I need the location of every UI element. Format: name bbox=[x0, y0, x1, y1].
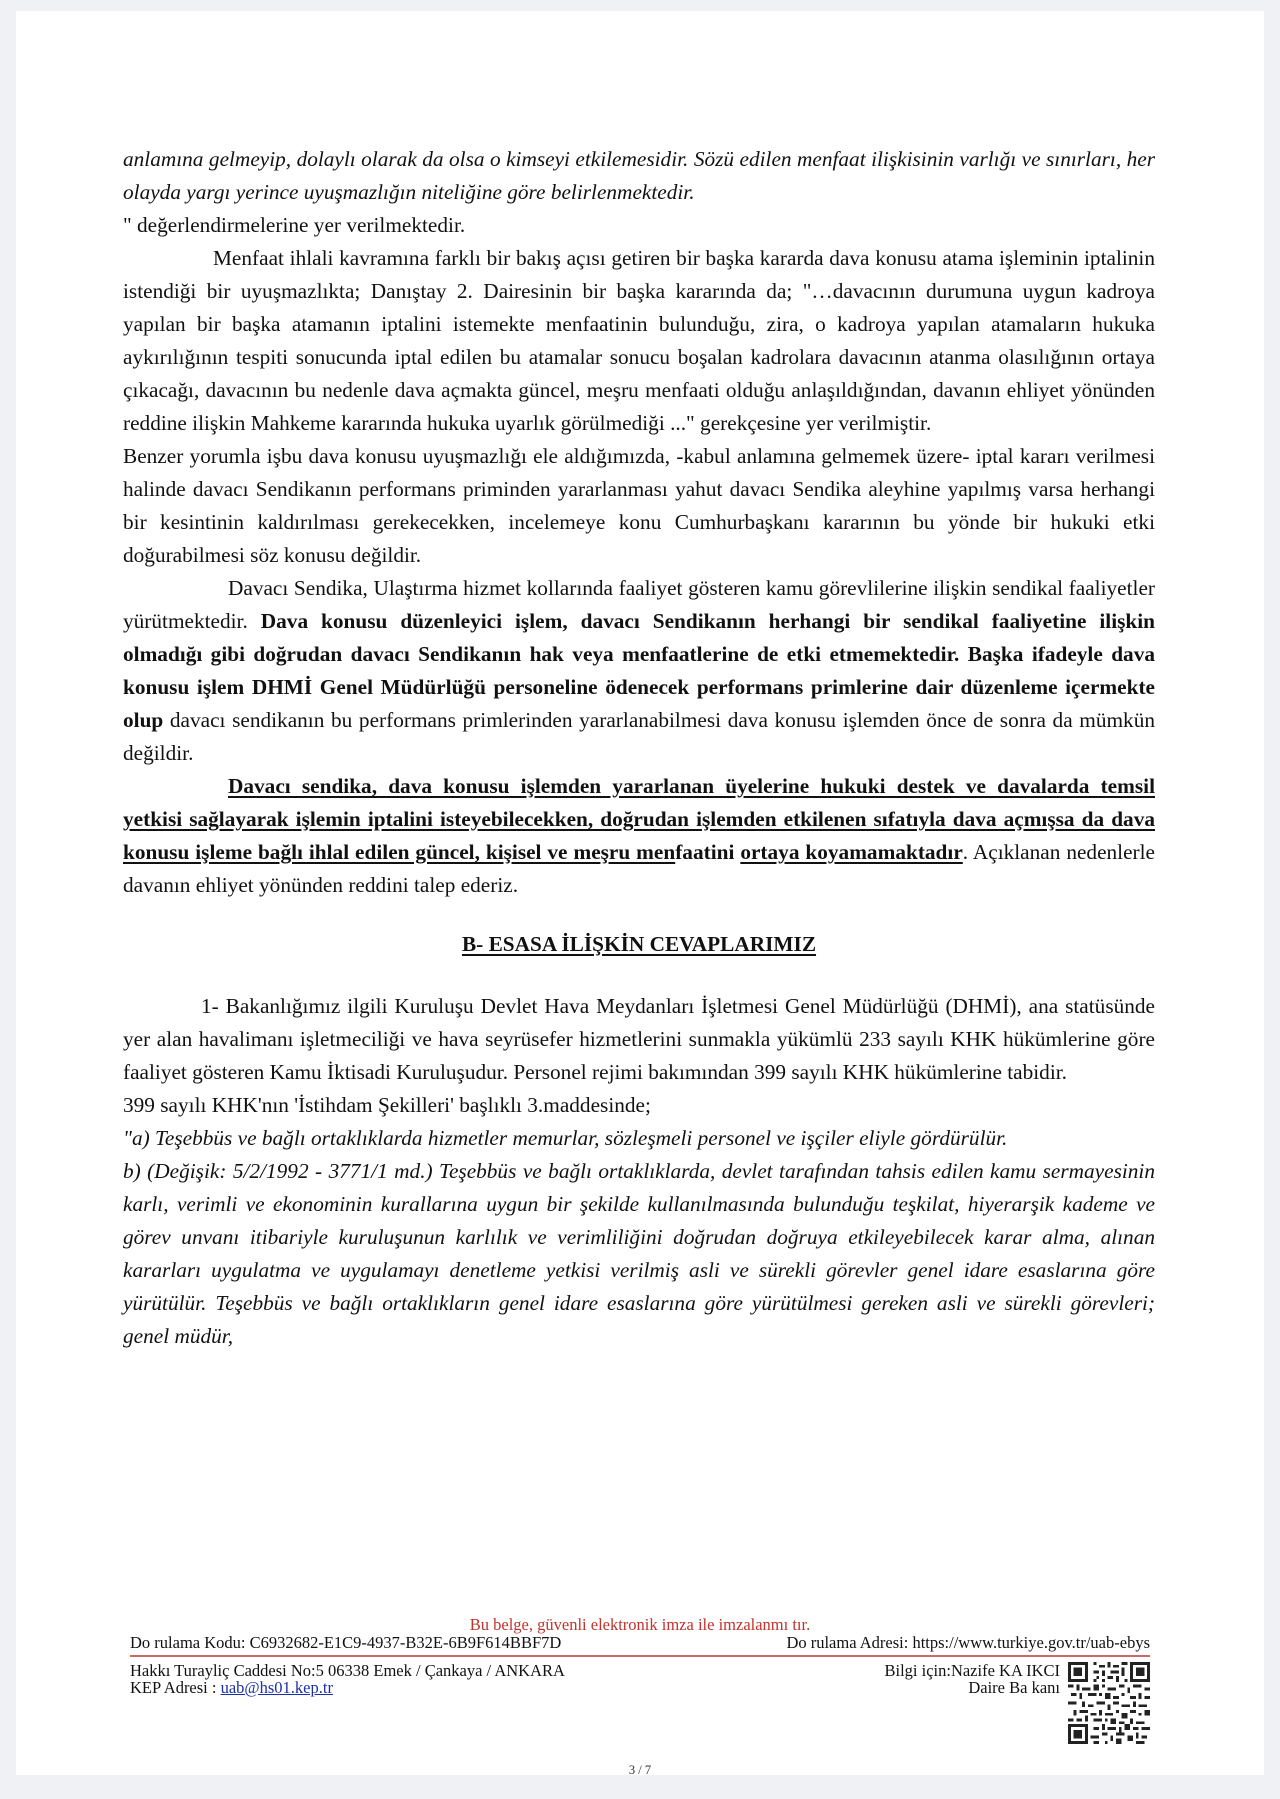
footer-divider bbox=[130, 1655, 1150, 1657]
paragraph-6: 1- Bakanlığımız ilgili Kuruluşu Devlet Hava Meydanları İşletmesi Genel Müdürlüğü (DHMİ), ana statüsünde yer alan havalimanı işletmeciliği ve hava seyrüsefer hizmetlerini sunmakla yükümlü 233 sayılı KHK hükümlerine göre faaliyet gösteren Kamu İktisadi Kuruluşudur. Personel rejimi bakımından 399 sayılı KHK hükümlerine tabidir. bbox=[123, 994, 1155, 1084]
page-indicator: 3 / 7 bbox=[628, 1763, 652, 1777]
contact-title: Daire Ba kanı bbox=[968, 1678, 1060, 1697]
paragraph-4-bold: Dava konusu düzenleyici işlem, davacı Sendikanın herhangi bir sendikal faaliyetine ilişkin olmadığı gibi doğrudan davacı Sendikanın hak veya menfaatlerine de etki etmemektedir. Başka ifadeyle dava konusu işlem DHMİ Genel Müdürlüğü personeline ödenecek performans primlerine dair düzenleme içermekte olup bbox=[123, 609, 1156, 732]
paragraph-2: Menfaat ihlali kavramına farklı bir bakış açısı getiren bir başka kararda dava konusu atama işleminin iptalinin istendiği bir uyuşmazlıkta; Danıştay 2. Dairesinin bir başka kararında da; "…davacının durumuna uygun kadroya yapılan bir başka atamanın iptalini istemekte menfaatinin bulunduğu, zira, o kadroya yapılan atamaların hukuka aykırılığının tespiti sonucunda iptal edilen bu atamalar sonucu boşalan kadrolara davacının atanma olasılığının ortaya çıkacağı, davacının bu nedenle dava açmakta güncel, meşru menfaati olduğu anlaşıldığından, davanın ehliyet yönünden reddine ilişkin Mahkeme kararında hukuka uyarlık görülmediği ..." gerekçesine yer verilmiştir. bbox=[123, 246, 1155, 435]
paragraph-5-underlined: Davacı sendika, dava konusu işlemden yararlanan üyelerine hukuki destek ve davalarda temsil yetkisi sağlayarak işlemin iptalini isteyebilecekken, doğrudan işlemden etkilenen sıfatıyla dava açmışsa da dava konusu işleme bağlı ihlal edilen güncel, kişisel ve meşru men bbox=[123, 774, 1155, 864]
paragraph-5-end: . Açıklanan nedenlerle davanın ehliyet yönünden reddini talep ederiz. bbox=[123, 840, 1156, 897]
kep-email-link[interactable]: uab@hs01.kep.tr bbox=[220, 1678, 333, 1697]
qr-code-icon bbox=[1068, 1662, 1150, 1744]
paragraph-5-underlined-2: ortaya koyamamaktadır bbox=[740, 840, 963, 864]
paragraph-4-start: Davacı Sendika, Ulaştırma hizmet kollarında faaliyet gösteren kamu görevlilerine ilişkin sendikal faaliyetler yürütmektedir. bbox=[123, 576, 1155, 633]
verification-address: Do rulama Adresi: https://www.turkiye.gov.tr/uab-ebys bbox=[786, 1633, 1150, 1652]
signature-note: Bu belge, güvenli elektronik imza ile imzalanmı tır. bbox=[469, 1615, 811, 1634]
verification-row bbox=[130, 1634, 1150, 1652]
section-heading: B- ESASA İLİŞKİN CEVAPLARIMIZ bbox=[461, 932, 817, 956]
paragraph-7: 399 sayılı KHK'nın 'İstihdam Şekilleri' başlıklı 3.maddesinde; bbox=[123, 1093, 651, 1117]
quoted-italic-text: anlamına gelmeyip, dolaylı olarak da olsa o kimseyi etkilemesidir. Sözü edilen menfaat ilişkisinin varlığı ve sınırları, her olayda yargı yerince uyuşmazlığın niteliğine göre belirlenmektedir. bbox=[123, 147, 1155, 204]
contact-person: Bilgi için:Nazife KA IKCI bbox=[884, 1661, 1060, 1680]
contact-text bbox=[884, 1662, 1060, 1744]
paragraph-8: "a) Teşebbüs ve bağlı ortaklıklarda hizmetler memurlar, sözleşmeli personel ve işçiler eliyle gördürülür. bbox=[123, 1126, 1008, 1150]
paragraph-5-bold: faatini bbox=[675, 840, 741, 864]
kep-address bbox=[130, 1679, 565, 1696]
paragraph-9: b) (Değişik: 5/2/1992 - 3771/1 md.) Teşebbüs ve bağlı ortaklıklarda, devlet tarafından tahsis edilen kamu sermayesinin karlı, verimli ve ekonominin kurallarına uygun bir şekilde kullanılmasında bulunduğu teşkilat, hiyerarşik kademe ve görev unvanı itibariyle kuruluşunun karlılık ve verimliliğini doğrudan doğruya etkileyebilecek karar alma, alınan kararları uygulatma ve uygulamayı denetleme yetkisi verilmiş asli ve sürekli görevler genel idare esaslarına göre yürütülür. Teşebbüs ve bağlı ortaklıkların genel idare esaslarına göre yürütülmesi gereken asli ve sürekli görevleri; genel müdür, bbox=[123, 1159, 1155, 1348]
document-footer bbox=[130, 1616, 1150, 1744]
contact-block bbox=[884, 1662, 1150, 1744]
address-block bbox=[130, 1662, 565, 1744]
address-row bbox=[130, 1662, 1150, 1744]
paragraph-1 bbox=[123, 143, 1155, 242]
postal-address: Hakkı Turayliç Caddesi No:5 06338 Emek / Çankaya / ANKARA bbox=[130, 1661, 565, 1680]
kep-label: KEP Adresi : bbox=[130, 1678, 221, 1697]
paragraph-4 bbox=[123, 572, 1155, 770]
document-body bbox=[123, 143, 1155, 1353]
paragraph-5 bbox=[123, 770, 1155, 902]
verification-code: Do rulama Kodu: C6932682-E1C9-4937-B32E-6B9F614BBF7D bbox=[130, 1633, 562, 1652]
paragraph-1-tail: " değerlendirmelerine yer verilmektedir. bbox=[123, 213, 466, 237]
paragraph-4-end: davacı sendikanın bu performans primlerinden yararlanabilmesi dava konusu işlemden önce de sonra da mümkün değildir. bbox=[123, 708, 1155, 765]
paragraph-3: Benzer yorumla işbu dava konusu uyuşmazlığı ele aldığımızda, -kabul anlamına gelmemek üzere- iptal kararı verilmesi halinde davacı Sendikanın performans priminden yararlanması yahut davacı Sendika aleyhine yapılmış varsa herhangi bir kesintinin kaldırılması gerekecekken, incelemeye konu Cumhurbaşkanı kararının bu yönde bir hukuki etki doğurabilmesi söz konusu değildir. bbox=[123, 444, 1155, 567]
